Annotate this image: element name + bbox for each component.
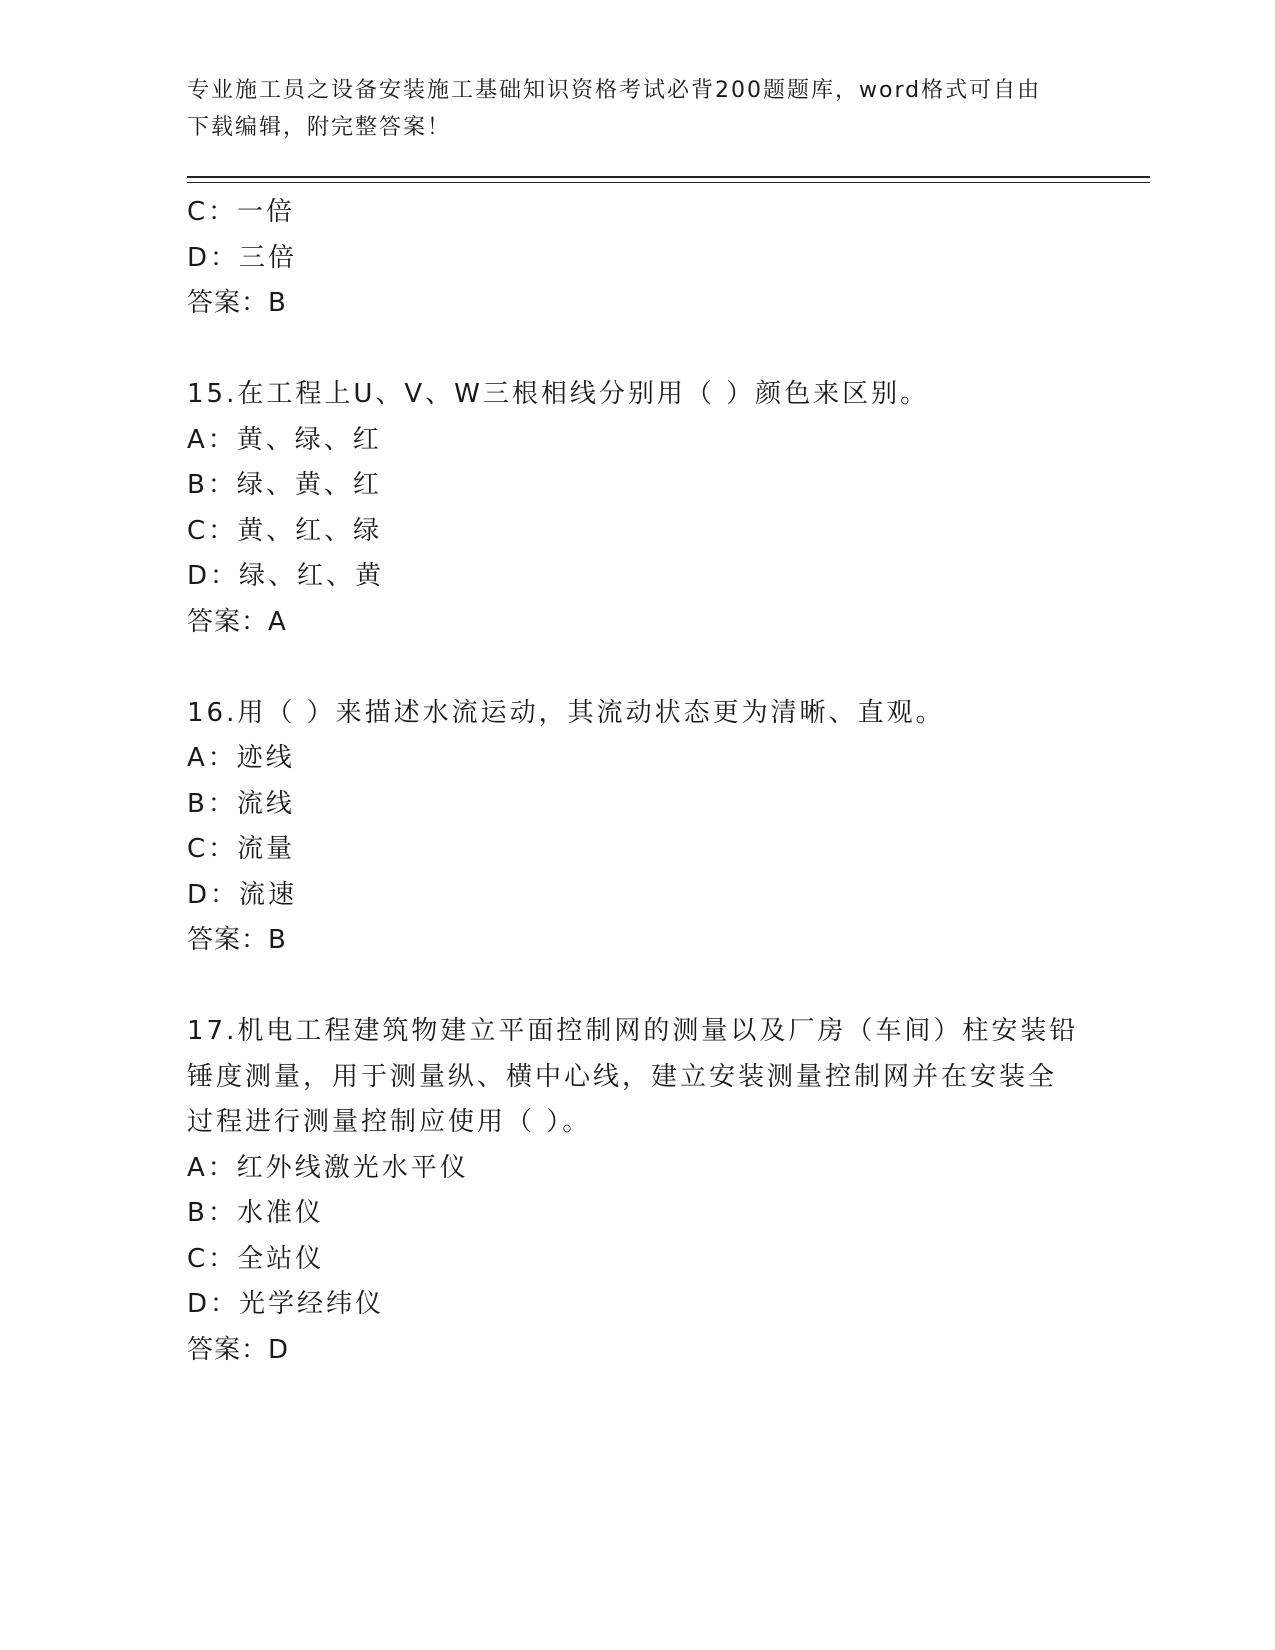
question-14-continuation [187, 190, 1087, 327]
option-c: C：流量 [187, 834, 296, 864]
header-rule-thin [187, 182, 1150, 183]
option-a: A：迹线 [187, 743, 295, 773]
option-b: B：水准仪 [187, 1198, 324, 1228]
option-d: D：绿、红、黄 [187, 561, 385, 591]
spacer [187, 327, 1087, 373]
option-a: A：红外线激光水平仪 [187, 1152, 469, 1183]
question-stem-line-1: 17.机电工程建筑物建立平面控制网的测量以及厂房（车间）柱安装铅 [187, 1016, 1079, 1046]
header-line-2: 下载编辑，附完整答案！ [187, 115, 452, 140]
answer-label: 答案：A [187, 606, 287, 637]
option-d: D：流速 [187, 879, 298, 910]
question-stem: 16.用（ ）来描述水流运动，其流动状态更为清晰、直观。 [187, 697, 945, 728]
answer-label: 答案：B [187, 925, 287, 955]
header-line-1: 专业施工员之设备安装施工基础知识资格考试必背200题题库，word格式可自由 [187, 78, 1042, 103]
header-rule-thick [187, 176, 1150, 178]
option-c: C：黄、红、绿 [187, 515, 383, 546]
option-a: A：黄、绿、红 [187, 424, 382, 455]
option-d: D：三倍 [187, 242, 298, 273]
option-d: D：光学经纬仪 [187, 1289, 385, 1319]
question-stem-line-2: 锤度测量，用于测量纵、横中心线，建立安装测量控制网并在安装全 [187, 1061, 1058, 1092]
question-list [187, 190, 1087, 1373]
answer-label: 答案：B [187, 288, 287, 318]
question-16 [187, 691, 1087, 964]
spacer [187, 964, 1087, 1010]
option-b: B：流线 [187, 788, 295, 819]
question-stem-line-3: 过程进行测量控制应使用（ ）。 [187, 1107, 592, 1137]
spacer [187, 645, 1087, 691]
answer-label: 答案：D [187, 1334, 290, 1365]
question-17 [187, 1009, 1087, 1373]
question-stem: 15.在工程上U、V、W三根相线分别用（ ）颜色来区别。 [187, 379, 930, 409]
option-c: C：全站仪 [187, 1243, 325, 1274]
option-c: C：一倍 [187, 197, 296, 227]
document-header [187, 72, 1087, 146]
option-b: B：绿、黄、红 [187, 470, 382, 500]
question-15 [187, 372, 1087, 645]
